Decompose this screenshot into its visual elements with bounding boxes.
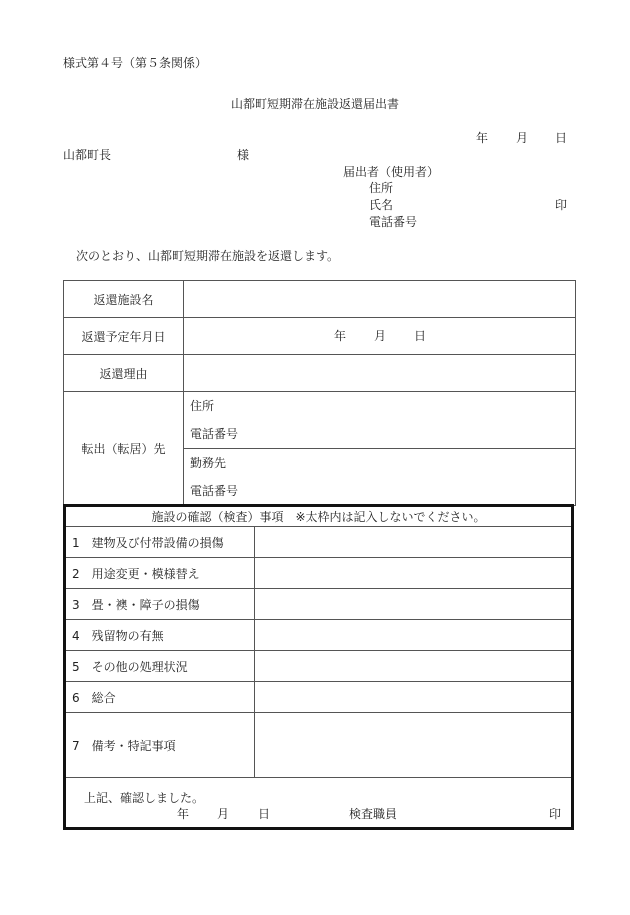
item-label: 備考・特記事項: [91, 738, 176, 753]
return-date-row: [64, 318, 576, 355]
return-date-label: 返還予定年月日: [64, 318, 184, 355]
return-date-month: 月: [374, 329, 387, 343]
work-cell[interactable]: [184, 449, 576, 506]
reason-label: 返還理由: [64, 355, 184, 392]
reason-row: [64, 355, 576, 392]
inspection-value-1[interactable]: [254, 527, 571, 558]
date-year: 年: [476, 131, 489, 145]
addressee-honorific: 様: [237, 148, 250, 162]
inspection-value-4[interactable]: [254, 620, 571, 651]
inspection-row: [66, 651, 571, 682]
applicant-heading: 届出者（使用者）: [343, 165, 440, 179]
inspection-row: [66, 620, 571, 651]
confirmation-area: [66, 778, 571, 826]
inspection-value-5[interactable]: [254, 651, 571, 682]
item-number: 7: [72, 738, 80, 753]
inspection-item-1: [66, 527, 254, 558]
inspection-row: [66, 713, 571, 778]
inspection-item-2: [66, 558, 254, 589]
return-info-table: [63, 280, 576, 506]
item-number: 2: [72, 566, 80, 581]
date-month: 月: [516, 131, 529, 145]
form-number: 様式第４号（第５条関係）: [63, 56, 208, 70]
applicant-address-label: 住所: [369, 181, 394, 195]
inspection-row: [66, 558, 571, 589]
inspection-row: [66, 589, 571, 620]
inspection-header: 施設の確認（検査）事項 ※太枠内は記入しないでください。: [66, 507, 571, 527]
inspection-value-6[interactable]: [254, 682, 571, 713]
inspection-item-6: [66, 682, 254, 713]
return-date-day: 日: [414, 329, 427, 343]
applicant-seal: 印: [555, 198, 568, 212]
inspection-value-2[interactable]: [254, 558, 571, 589]
inspection-header-row: [66, 507, 571, 527]
moving-label: 転出（転居）先: [64, 392, 184, 506]
confirm-day: 日: [258, 807, 271, 821]
applicant-phone-label: 電話番号: [369, 215, 418, 229]
moving-address-row: [64, 392, 576, 449]
return-date-year: 年: [334, 329, 347, 343]
date-day: 日: [555, 131, 568, 145]
facility-label: 返還施設名: [64, 281, 184, 318]
inspector-label: 検査職員: [349, 807, 398, 821]
inspection-box: [63, 504, 574, 830]
inspection-table: [66, 507, 571, 778]
inspection-item-3: [66, 589, 254, 620]
item-number: 4: [72, 628, 80, 643]
item-label: その他の処理状況: [91, 659, 188, 674]
intro-text: 次のとおり、山都町短期滞在施設を返還します。: [76, 249, 340, 263]
facility-value[interactable]: [184, 281, 576, 318]
return-date-value[interactable]: [184, 318, 576, 355]
inspection-item-4: [66, 620, 254, 651]
moving-phone-label: 電話番号: [190, 427, 239, 441]
reason-value[interactable]: [184, 355, 576, 392]
addressee-name: 山都町長: [63, 148, 112, 162]
inspector-seal: 印: [549, 807, 562, 821]
item-label: 建物及び付帯設備の損傷: [91, 535, 224, 550]
item-label: 残留物の有無: [91, 628, 164, 643]
moving-address-label: 住所: [190, 399, 215, 413]
inspection-item-5: [66, 651, 254, 682]
applicant-name-label: 氏名: [369, 198, 394, 212]
work-phone-label: 電話番号: [190, 484, 239, 498]
item-number: 5: [72, 659, 80, 674]
item-label: 畳・襖・障子の損傷: [91, 597, 200, 612]
item-number: 3: [72, 597, 80, 612]
item-number: 6: [72, 690, 80, 705]
document-title: 山都町短期滞在施設返還届出書: [230, 97, 399, 111]
item-label: 総合: [91, 690, 116, 705]
inspection-item-7: [66, 713, 254, 778]
facility-row: [64, 281, 576, 318]
inspection-row: [66, 527, 571, 558]
item-label: 用途変更・模様替え: [91, 566, 200, 581]
item-number: 1: [72, 535, 80, 550]
inspection-value-3[interactable]: [254, 589, 571, 620]
confirm-text: 上記、確認しました。: [84, 791, 205, 805]
confirm-month: 月: [217, 807, 230, 821]
inspection-value-7[interactable]: [254, 713, 571, 778]
work-label: 勤務先: [190, 456, 227, 470]
inspection-row: [66, 682, 571, 713]
moving-address-cell[interactable]: [184, 392, 576, 449]
confirm-year: 年: [177, 807, 190, 821]
